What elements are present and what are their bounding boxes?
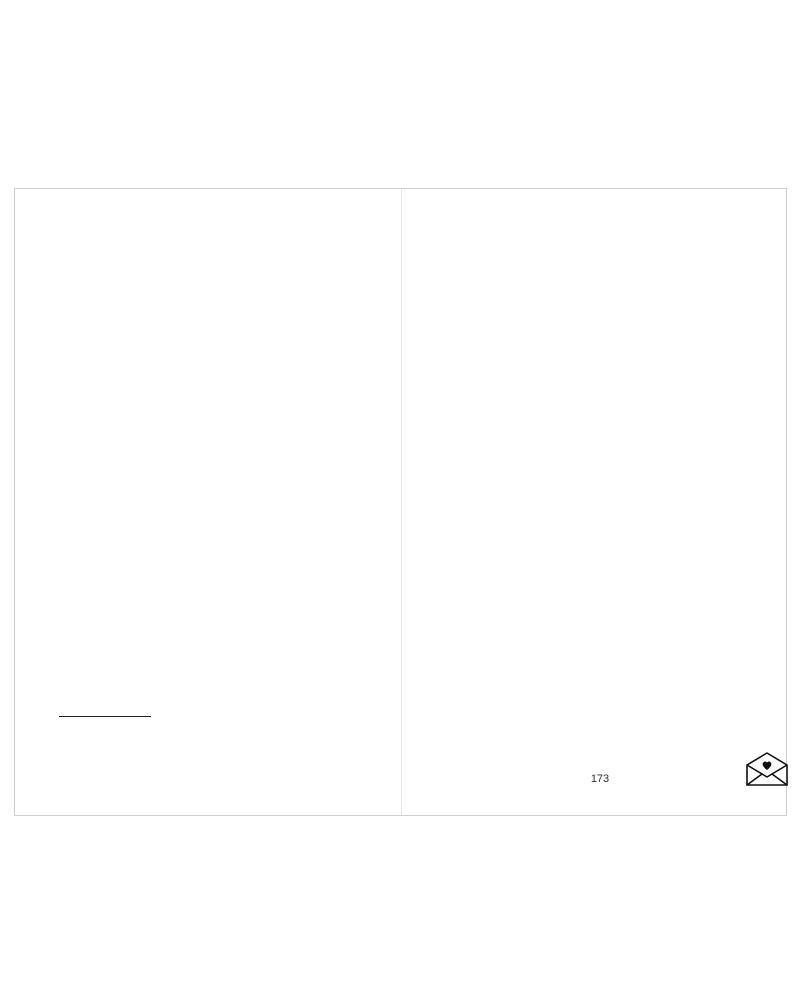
book-spread <box>14 188 787 816</box>
page-number: 173 <box>590 773 610 785</box>
page-gutter <box>401 189 402 815</box>
envelope-heart-icon <box>743 749 791 789</box>
footnote-rule <box>59 716 151 717</box>
